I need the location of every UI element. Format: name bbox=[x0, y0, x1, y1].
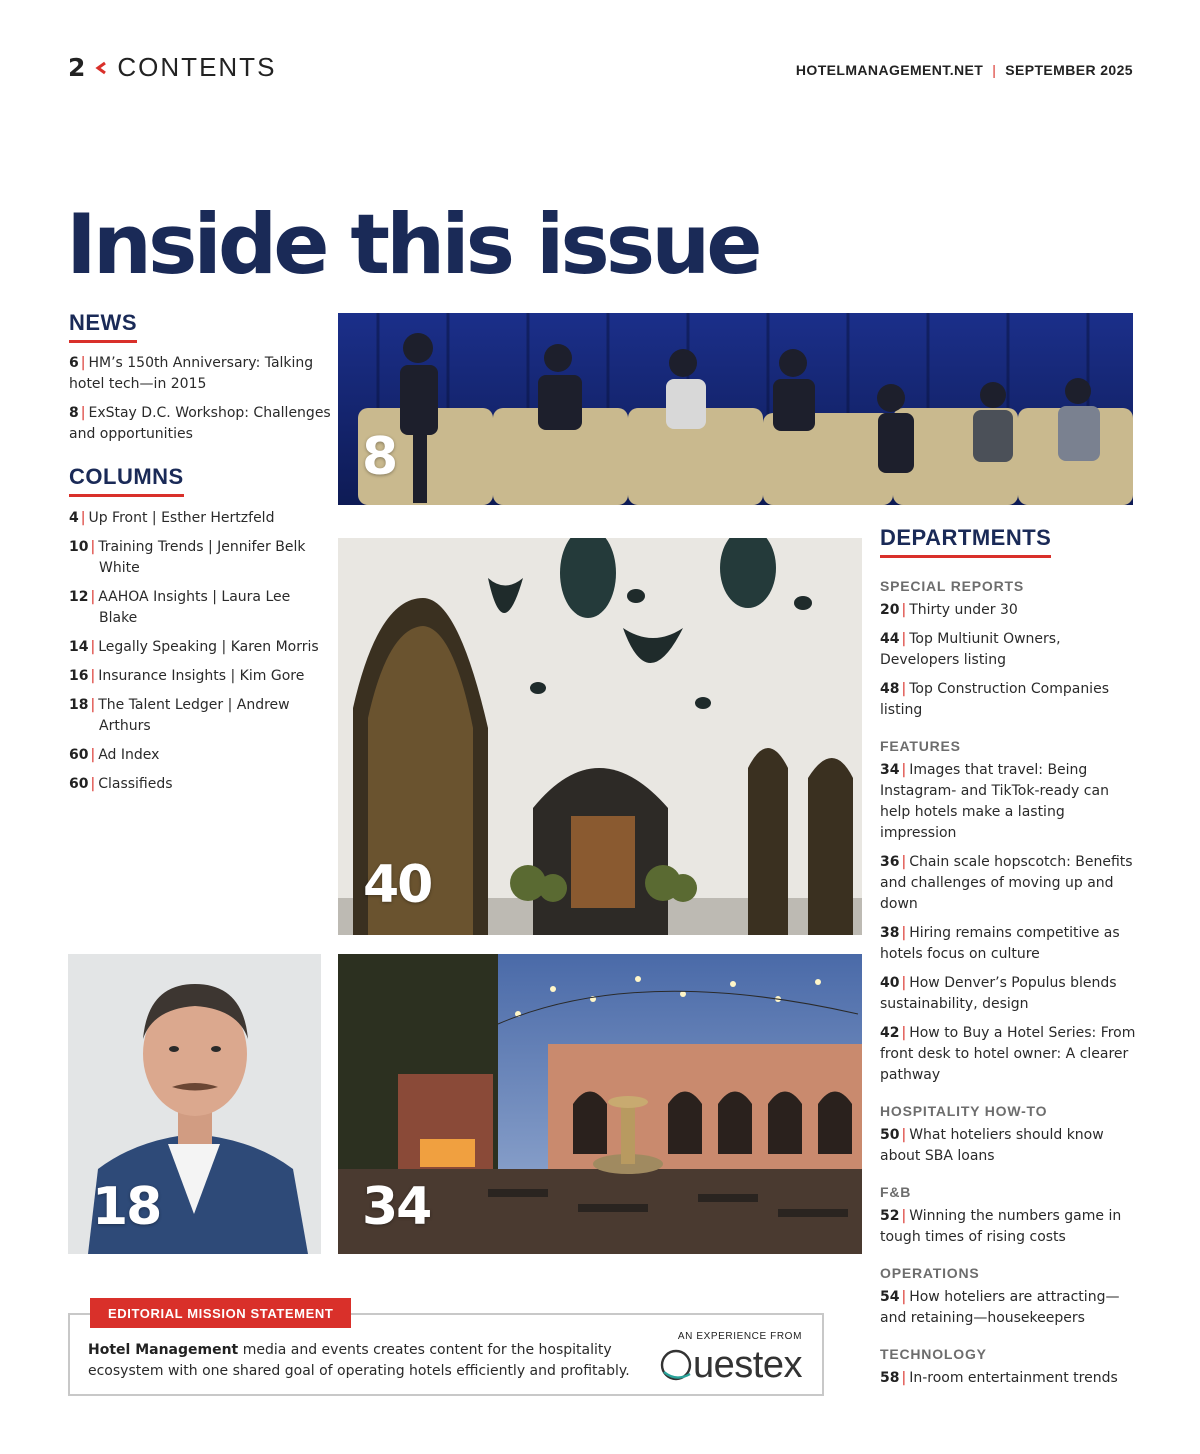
mission-statement-text bbox=[88, 1340, 633, 1382]
page-header-left bbox=[68, 52, 276, 83]
toc-page-number: 34 bbox=[880, 762, 900, 778]
toc-item-title: How Denver’s Populus blends sustainability, design bbox=[880, 975, 1117, 1012]
questex-logo bbox=[659, 1345, 802, 1385]
toc-page-number: 12 bbox=[69, 589, 89, 605]
toc-item bbox=[880, 923, 1140, 965]
page-title: Inside this issue bbox=[66, 196, 759, 293]
toc-item-title: Winning the numbers game in tough times of rising costs bbox=[880, 1208, 1122, 1245]
toc-item-title: Chain scale hopscotch: Benefits and challenges of moving up and down bbox=[880, 854, 1133, 912]
toc-page-number: 16 bbox=[69, 668, 89, 684]
toc-item-title: How hoteliers are attracting—and retaining—housekeepers bbox=[880, 1289, 1120, 1326]
toc-page-number: 48 bbox=[880, 681, 900, 697]
portrait-photo bbox=[68, 954, 321, 1254]
toc-item bbox=[69, 637, 331, 658]
department-group bbox=[880, 1344, 1140, 1389]
courtyard-photo bbox=[338, 954, 862, 1254]
toc-item-title: Training Trends | Jennifer Belk White bbox=[98, 539, 306, 576]
issue-date: SEPTEMBER 2025 bbox=[1005, 62, 1133, 78]
toc-item bbox=[880, 852, 1140, 915]
toc-page-number: 6 bbox=[69, 355, 79, 371]
toc-separator: | bbox=[901, 681, 907, 697]
photo-page-number: 8 bbox=[362, 427, 397, 487]
brand-name: Hotel Management bbox=[88, 1342, 239, 1358]
toc-item-title: Classifieds bbox=[98, 776, 173, 792]
toc-item bbox=[69, 537, 331, 579]
page-header-right bbox=[796, 62, 1133, 78]
questex-logo-text: uestex bbox=[693, 1344, 802, 1386]
toc-item-title: The Talent Ledger | Andrew Arthurs bbox=[98, 697, 290, 734]
toc-page-number: 20 bbox=[880, 602, 900, 618]
toc-page-number: 44 bbox=[880, 631, 900, 647]
photo-page-number: 40 bbox=[363, 855, 432, 915]
toc-item bbox=[880, 1287, 1140, 1329]
toc-item bbox=[69, 745, 331, 766]
toc-item bbox=[69, 508, 331, 529]
toc-item bbox=[880, 973, 1140, 1015]
header-separator: | bbox=[992, 62, 997, 78]
toc-item bbox=[880, 1368, 1140, 1389]
toc-item bbox=[69, 587, 331, 629]
toc-separator: | bbox=[90, 639, 96, 655]
building-photo bbox=[338, 538, 862, 935]
department-group bbox=[880, 1182, 1140, 1248]
columns-heading: COLUMNS bbox=[69, 464, 184, 497]
website-label: HOTELMANAGEMENT.NET bbox=[795, 62, 984, 78]
toc-item bbox=[880, 760, 1140, 844]
photo-page-number: 18 bbox=[92, 1177, 161, 1237]
toc-page-number: 36 bbox=[880, 854, 900, 870]
toc-item-title: Up Front | Esther Hertzfeld bbox=[88, 510, 275, 526]
department-group bbox=[880, 1263, 1140, 1329]
toc-item-title: Top Multiunit Owners, Developers listing bbox=[880, 631, 1061, 668]
department-subheading: F&B bbox=[880, 1184, 912, 1200]
departments-list bbox=[880, 576, 1140, 1404]
toc-separator: | bbox=[80, 510, 86, 526]
panel-photo bbox=[338, 313, 1133, 505]
toc-item bbox=[69, 695, 331, 737]
toc-item-title: AAHOA Insights | Laura Lee Blake bbox=[98, 589, 291, 626]
toc-item bbox=[880, 1206, 1140, 1248]
toc-separator: | bbox=[901, 925, 907, 941]
toc-item bbox=[69, 353, 331, 395]
toc-page-number: 38 bbox=[880, 925, 900, 941]
news-list bbox=[69, 353, 331, 453]
mission-statement-tag: EDITORIAL MISSION STATEMENT bbox=[90, 1298, 351, 1328]
department-group bbox=[880, 736, 1140, 1086]
toc-item bbox=[880, 1023, 1140, 1086]
mission-statement-box bbox=[68, 1306, 824, 1396]
columns-list bbox=[69, 508, 331, 803]
toc-separator: | bbox=[901, 631, 907, 647]
toc-separator: | bbox=[90, 539, 96, 555]
toc-separator: | bbox=[90, 747, 96, 763]
department-subheading: FEATURES bbox=[880, 738, 961, 754]
toc-separator: | bbox=[90, 776, 96, 792]
toc-item-title: In-room entertainment trends bbox=[909, 1370, 1118, 1386]
toc-separator: | bbox=[901, 602, 907, 618]
toc-page-number: 18 bbox=[69, 697, 89, 713]
toc-page-number: 14 bbox=[69, 639, 89, 655]
toc-item bbox=[69, 774, 331, 795]
toc-item bbox=[880, 600, 1140, 621]
page-number: 2 bbox=[68, 53, 86, 82]
toc-item-title: Legally Speaking | Karen Morris bbox=[98, 639, 319, 655]
toc-page-number: 58 bbox=[880, 1370, 900, 1386]
toc-separator: | bbox=[901, 1289, 907, 1305]
experience-label: AN EXPERIENCE FROM bbox=[677, 1331, 802, 1342]
toc-separator: | bbox=[80, 355, 86, 371]
department-subheading: OPERATIONS bbox=[880, 1265, 980, 1281]
department-subheading: SPECIAL REPORTS bbox=[880, 578, 1024, 594]
toc-separator: | bbox=[90, 668, 96, 684]
department-subheading: TECHNOLOGY bbox=[880, 1346, 987, 1362]
toc-separator: | bbox=[901, 1370, 907, 1386]
toc-page-number: 42 bbox=[880, 1025, 900, 1041]
toc-item-title: ExStay D.C. Workshop: Challenges and opportunities bbox=[69, 405, 331, 442]
chevron-left-icon bbox=[95, 61, 107, 75]
toc-item bbox=[880, 629, 1140, 671]
toc-separator: | bbox=[90, 697, 96, 713]
toc-page-number: 50 bbox=[880, 1127, 900, 1143]
toc-separator: | bbox=[80, 405, 86, 421]
toc-separator: | bbox=[901, 1025, 907, 1041]
toc-separator: | bbox=[901, 854, 907, 870]
department-group bbox=[880, 1101, 1140, 1167]
toc-item-title: Top Construction Companies listing bbox=[880, 681, 1109, 718]
departments-heading: DEPARTMENTS bbox=[880, 525, 1051, 558]
toc-page-number: 60 bbox=[69, 747, 89, 763]
toc-item-title: HM’s 150th Anniversary: Talking hotel tech—in 2015 bbox=[69, 355, 314, 392]
toc-item-title: What hoteliers should know about SBA loans bbox=[880, 1127, 1104, 1164]
questex-q-icon bbox=[659, 1348, 693, 1382]
toc-item-title: Thirty under 30 bbox=[909, 602, 1018, 618]
news-heading: NEWS bbox=[69, 310, 137, 343]
toc-item bbox=[69, 403, 331, 445]
toc-item-title: How to Buy a Hotel Series: From front desk to hotel owner: A clearer pathway bbox=[880, 1025, 1136, 1083]
department-subheading: HOSPITALITY HOW-TO bbox=[880, 1103, 1048, 1119]
toc-separator: | bbox=[901, 762, 907, 778]
toc-page-number: 40 bbox=[880, 975, 900, 991]
toc-page-number: 60 bbox=[69, 776, 89, 792]
toc-page-number: 10 bbox=[69, 539, 89, 555]
toc-item bbox=[880, 1125, 1140, 1167]
toc-separator: | bbox=[901, 975, 907, 991]
department-group bbox=[880, 576, 1140, 721]
photo-page-number: 34 bbox=[362, 1177, 431, 1237]
toc-page-number: 4 bbox=[69, 510, 79, 526]
toc-separator: | bbox=[90, 589, 96, 605]
mission-body: media and events creates content for the hospitality ecosystem with one shared goal of operating hotels efficiently and profitably. bbox=[88, 1342, 630, 1379]
toc-page-number: 8 bbox=[69, 405, 79, 421]
toc-item-title: Images that travel: Being Instagram- and TikTok-ready can help hotels make a lasting impression bbox=[880, 762, 1109, 841]
toc-page-number: 52 bbox=[880, 1208, 900, 1224]
toc-item-title: Hiring remains competitive as hotels focus on culture bbox=[880, 925, 1120, 962]
toc-item-title: Ad Index bbox=[98, 747, 160, 763]
toc-separator: | bbox=[901, 1127, 907, 1143]
section-title: CONTENTS bbox=[117, 52, 277, 82]
toc-item bbox=[69, 666, 331, 687]
toc-item-title: Insurance Insights | Kim Gore bbox=[98, 668, 305, 684]
toc-page-number: 54 bbox=[880, 1289, 900, 1305]
toc-separator: | bbox=[901, 1208, 907, 1224]
toc-item bbox=[880, 679, 1140, 721]
